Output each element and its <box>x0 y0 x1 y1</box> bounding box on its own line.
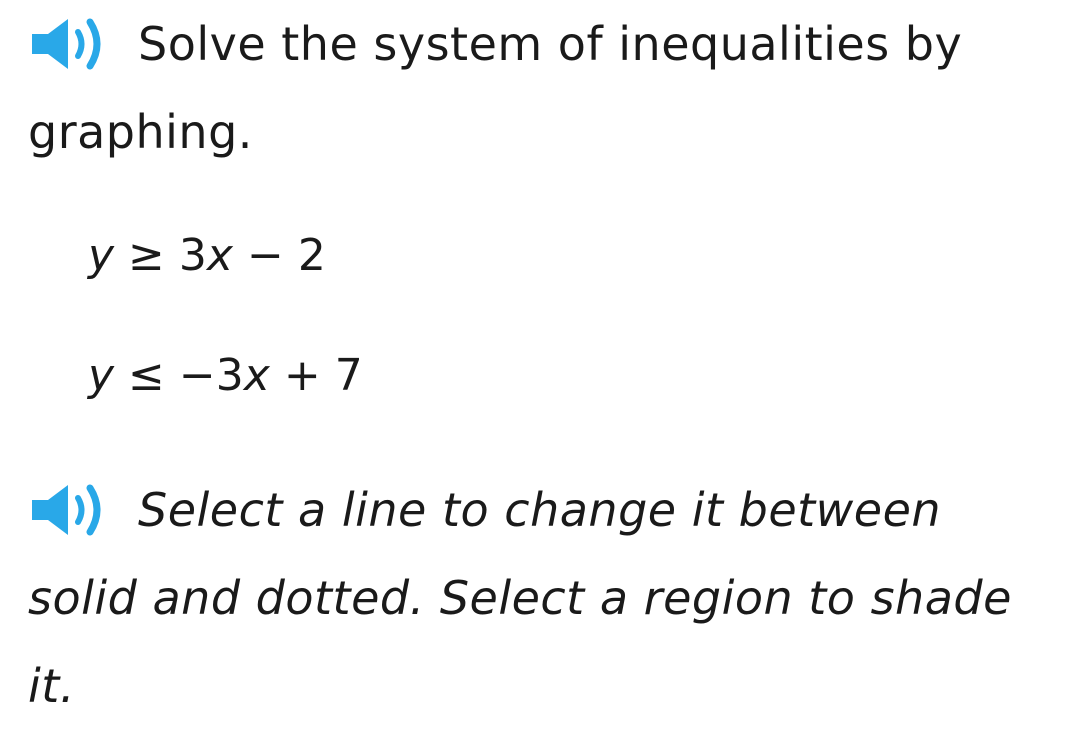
graph-instructions <box>28 466 1058 730</box>
eq1-constant: 2 <box>297 230 326 281</box>
inequality-2 <box>88 346 363 406</box>
eq2-operator: + <box>283 350 321 401</box>
question-prompt <box>28 0 1058 176</box>
eq1-coef: 3 <box>178 230 207 281</box>
eq2-constant: 7 <box>334 350 363 401</box>
instructions-text: Select a line to change it between solid and dotted. Select a region to shade it. <box>28 483 1012 713</box>
eq1-rhs-var: x <box>206 230 233 281</box>
eq2-relation: ≤ <box>128 350 165 401</box>
eq1-lhs-var: y <box>88 230 115 281</box>
speaker-icon[interactable] <box>28 14 110 74</box>
eq1-relation: ≥ <box>128 230 165 281</box>
prompt-text: Solve the system of inequalities by graphing. <box>28 17 963 159</box>
inequality-1 <box>88 226 326 286</box>
eq1-operator: − <box>246 230 284 281</box>
eq2-rhs-var: x <box>243 350 270 401</box>
eq2-coef: −3 <box>178 350 244 401</box>
speaker-icon[interactable] <box>28 480 110 540</box>
eq2-lhs-var: y <box>88 350 115 401</box>
